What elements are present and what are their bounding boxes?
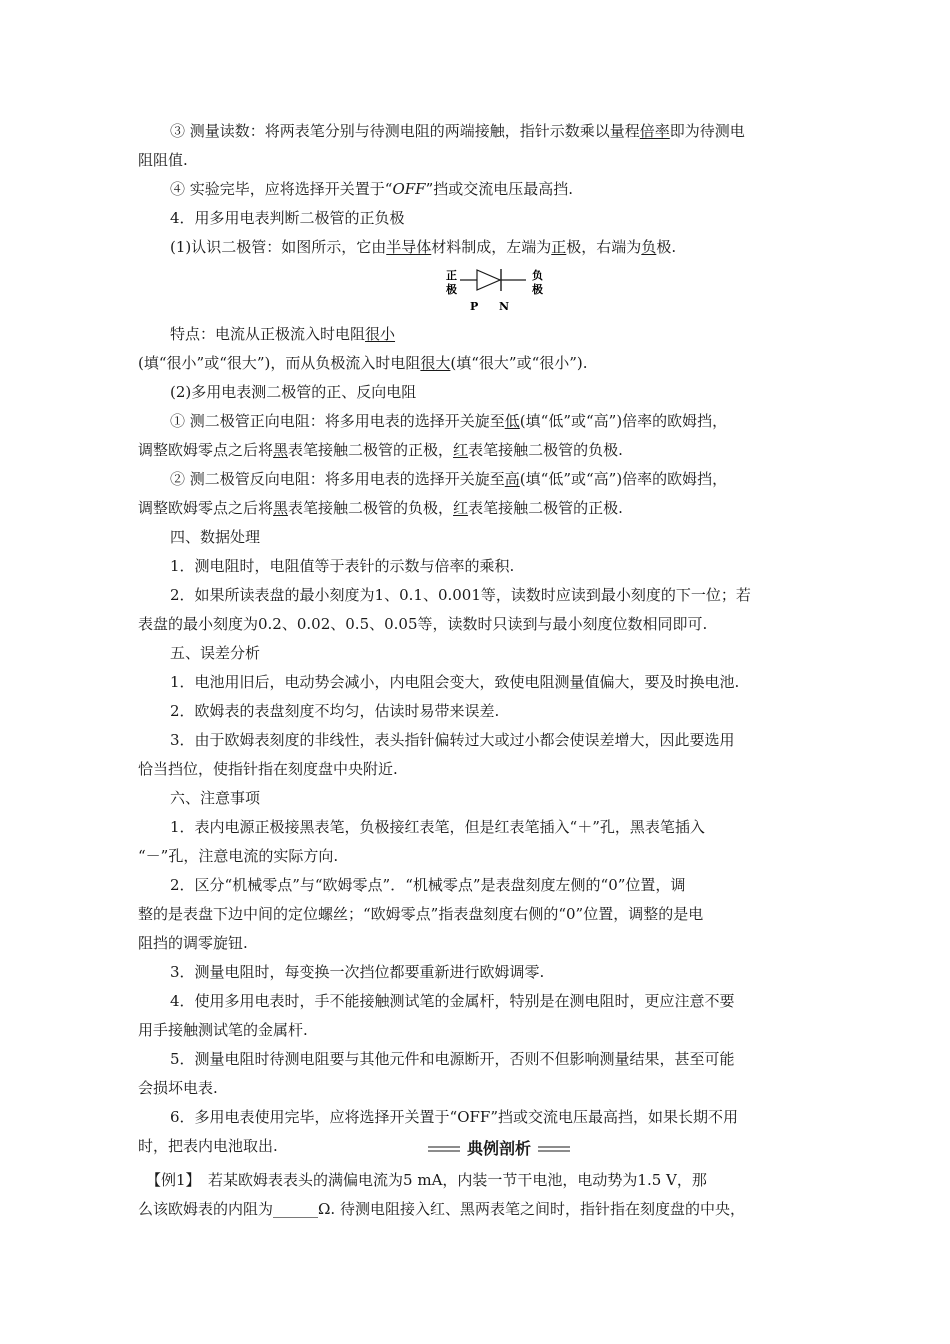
text-line: “－”孔，注意电流的实际方向. <box>138 847 339 865</box>
text-line: 6．多用电表使用完毕，应将选择开关置于“OFF”挡或交流电压最高挡，如果长期不用 <box>170 1108 738 1126</box>
answer-underline: 黑 <box>273 441 289 459</box>
text: ③ 测量读数：将两表笔分别与待测电阻的两端接触，指针示数乘以量程 <box>170 122 640 140</box>
text-line: 1．电池用旧后，电动势会减小，内电阻会变大，致使电阻测量值偏大，要及时换电池. <box>170 673 740 691</box>
paragraph-step4 <box>138 175 820 204</box>
text-line: 么该欧姆表的内阻为______Ω. 待测电阻接入红、黑两表笔之间时，指针指在刻度盘的中央， <box>138 1200 745 1218</box>
text: 调整欧姆零点之后将 <box>138 441 274 459</box>
diode-diagram <box>432 263 552 317</box>
diode-p-label: P <box>470 300 479 313</box>
text: ”挡或交流电压最高挡. <box>425 180 574 198</box>
diode-right-label-bottom: 极 <box>532 283 543 296</box>
answer-underline: 正 <box>551 238 567 256</box>
answer-underline: 低 <box>504 412 520 430</box>
text-line <box>138 349 820 378</box>
text: 表笔接触二极管的负极， <box>288 499 454 517</box>
text-line: 表盘的最小刻度为0.2、0.02、0.5、0.05等，读数时只读到与最小刻度位数相同即可. <box>138 615 708 633</box>
banner-title: 典例剖析 <box>466 1139 531 1158</box>
text: (填“低”或“高”)倍率的欧姆挡， <box>519 412 728 430</box>
text-line: 时，把表内电池取出. <box>138 1137 278 1155</box>
text: ④ 实验完毕，应将选择开关置于“ <box>170 180 393 198</box>
text-line: 1．表内电源正极接黑表笔，负极接红表笔，但是红表笔插入“＋”孔，黑表笔插入 <box>170 818 705 836</box>
text: 极. <box>656 238 677 256</box>
section-heading: 六、注意事项 <box>170 789 261 807</box>
paragraph-reverse <box>138 465 820 494</box>
text-line: 2．如果所读表盘的最小刻度为1、0.1、0.001等，读数时应读到最小刻度的下一位；若 <box>170 586 751 604</box>
sub-heading: (2)多用电表测二极管的正、反向电阻 <box>170 383 417 401</box>
example-banner <box>424 1136 574 1162</box>
example-question: 【例1】 若某欧姆表表头的满偏电流为5 mA，内装一节干电池，电动势为1.5 V，那 <box>146 1171 707 1189</box>
answer-underline: 倍率 <box>639 122 670 140</box>
text: (填“低”或“高”)倍率的欧姆挡， <box>519 470 728 488</box>
diode-triangle <box>477 270 500 290</box>
answer-underline: 很小 <box>365 325 396 343</box>
paragraph-feature <box>138 320 820 349</box>
section-heading: 4．用多用电表判断二极管的正负极 <box>170 209 405 227</box>
text-line <box>138 436 820 465</box>
text-line: 恰当挡位，使指针指在刻度盘中央附近. <box>138 760 398 778</box>
text-line: 会损坏电表. <box>138 1079 218 1097</box>
text-line: 整的是表盘下边中间的定位螺丝；“欧姆零点”指表盘刻度右侧的“0”位置，调整的是电 <box>138 905 704 923</box>
text-line: 3．测量电阻时，每变换一次挡位都要重新进行欧姆调零. <box>170 963 545 981</box>
text: ② 测二极管反向电阻：将多用电表的选择开关旋至 <box>170 470 505 488</box>
answer-underline: 很大 <box>420 354 451 372</box>
paragraph-step3 <box>138 117 820 146</box>
text-line: 用手接触测试笔的金属杆. <box>138 1021 308 1039</box>
paragraph-forward <box>138 407 820 436</box>
diode-left-label-top: 正 <box>446 269 457 282</box>
text: (填“很大”或“很小”). <box>450 354 588 372</box>
diode-right-label-top: 负 <box>532 269 543 282</box>
section-heading: 四、数据处理 <box>170 528 261 546</box>
text: 调整欧姆零点之后将 <box>138 499 274 517</box>
paragraph-diode-intro <box>138 233 820 262</box>
answer-underline: 负 <box>641 238 657 256</box>
text-line: 阻阻值. <box>138 151 188 169</box>
text: 表笔接触二极管的负极. <box>468 441 623 459</box>
text: 即为待测电 <box>669 122 745 140</box>
text-line: 4．使用多用电表时，手不能接触测试笔的金属杆，特别是在测电阻时，更应注意不要 <box>170 992 735 1010</box>
answer-underline: 红 <box>453 441 469 459</box>
diode-left-label-bottom: 极 <box>446 283 457 296</box>
answer-underline: 高 <box>504 470 520 488</box>
text-line: 1．测电阻时，电阻值等于表针的示数与倍率的乘积. <box>170 557 515 575</box>
text: ① 测二极管正向电阻：将多用电表的选择开关旋至 <box>170 412 505 430</box>
text-line: 5．测量电阻时待测电阻要与其他元件和电源断开，否则不但影响测量结果，甚至可能 <box>170 1050 735 1068</box>
text: (1)认识二极管：如图所示，它由 <box>170 238 387 256</box>
text: 特点：电流从正极流入时电阻 <box>170 325 366 343</box>
text-line <box>138 494 820 523</box>
diode-n-label: N <box>499 300 510 313</box>
text: 表笔接触二极管的正极， <box>288 441 454 459</box>
text-line: 2．区分“机械零点”与“欧姆零点”．“机械零点”是表盘刻度左侧的“0”位置，调 <box>170 876 686 894</box>
text-line: 阻挡的调零旋钮. <box>138 934 248 952</box>
answer-underline: 半导体 <box>386 238 432 256</box>
text-line: 3．由于欧姆表刻度的非线性，表头指针偏转过大或过小都会使误差增大，因此要选用 <box>170 731 735 749</box>
answer-underline: 红 <box>453 499 469 517</box>
text: 表笔接触二极管的正极. <box>468 499 623 517</box>
text-line: 2．欧姆表的表盘刻度不均匀，估读时易带来误差. <box>170 702 500 720</box>
answer-underline: 黑 <box>273 499 289 517</box>
section-heading: 五、误差分析 <box>170 644 261 662</box>
text: (填“很小”或“很大”)，而从负极流入时电阻 <box>138 354 421 372</box>
italic-off: OFF <box>392 180 426 198</box>
text: 材料制成，左端为 <box>431 238 552 256</box>
text: 极，右端为 <box>566 238 642 256</box>
